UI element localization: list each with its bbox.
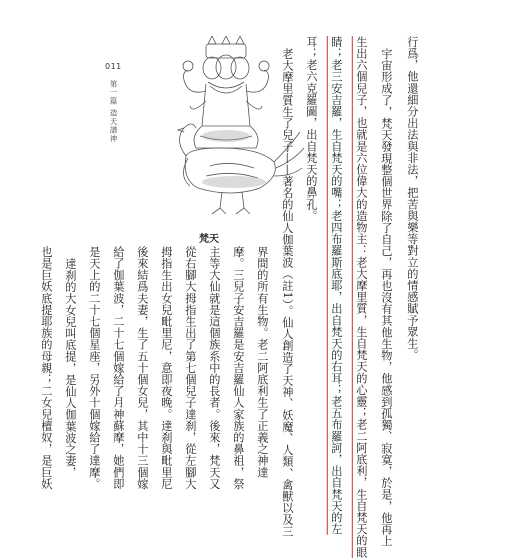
text-column-14: 是天上的二十七個星座，另外十個嫁給了達摩。 <box>87 246 101 490</box>
text-column-5: 耳；老六克羅圖，出自梵天的鼻孔。 <box>304 36 318 222</box>
text-column-12: 後來結爲夫妻，生了五十個女兒，其中十三個嫁 <box>135 246 149 490</box>
text-column-4: 睛；老三安吉羅，生自梵天的嘴；老四布羅斯底耶，出自梵天的右耳；老五布羅訶，出自梵天的左 <box>329 36 343 535</box>
page-number: 011 <box>105 62 122 71</box>
text-column-13: 給了伽葉波，二十七個嫁給了月神蘇摩，她們即 <box>111 246 125 490</box>
text-column-8: 摩。三兒子安吉羅是安吉羅仙人家族的鼻祖，祭 <box>231 246 245 490</box>
figure-caption: 梵天 <box>199 234 219 245</box>
text-column-15: 達刹的大女兒叫底提，是仙人伽葉波之妻， <box>63 258 77 479</box>
text-column-16: 也是巨妖底提耶族的母親；二女兒檀奴，是巨妖 <box>39 246 53 490</box>
chapter-header: 第一篇 造天譜神 <box>109 80 118 143</box>
text-column-1: 行爲，他還細分出法與非法，把苦與樂等對立的情感賦予眾生。 <box>405 36 419 361</box>
text-column-10: 從右腳大拇指生出了第七個兒子達刹，從左腳大 <box>183 246 197 490</box>
text-column-6: 老大摩里質生了兒子——著名的仙人伽葉波（註1）。仙人創造了天神、妖魔、人類、禽獸以及三 <box>280 48 294 538</box>
text-column-11: 拇指生出女兒毗里尼，意即夜晚。達刹與毗里尼 <box>159 246 173 490</box>
text-column-9: 主等大仙就是這個族系中的長者。後來，梵天又 <box>207 246 221 490</box>
text-column-7: 界間的所有生物。老二阿底利生了正義之神達 <box>255 246 269 478</box>
text-column-3: 生出六個兒子，也就是六位偉大的造物主：老大摩里質，生自梵天的心靈；老二阿底利，生自梵天的眼 <box>354 36 368 558</box>
text-column-2: 宇宙形成了，梵天發現整個世界除了自己，再也沒有其他生物，他感到孤獨、寂寞，於是，他再上 <box>379 48 393 547</box>
